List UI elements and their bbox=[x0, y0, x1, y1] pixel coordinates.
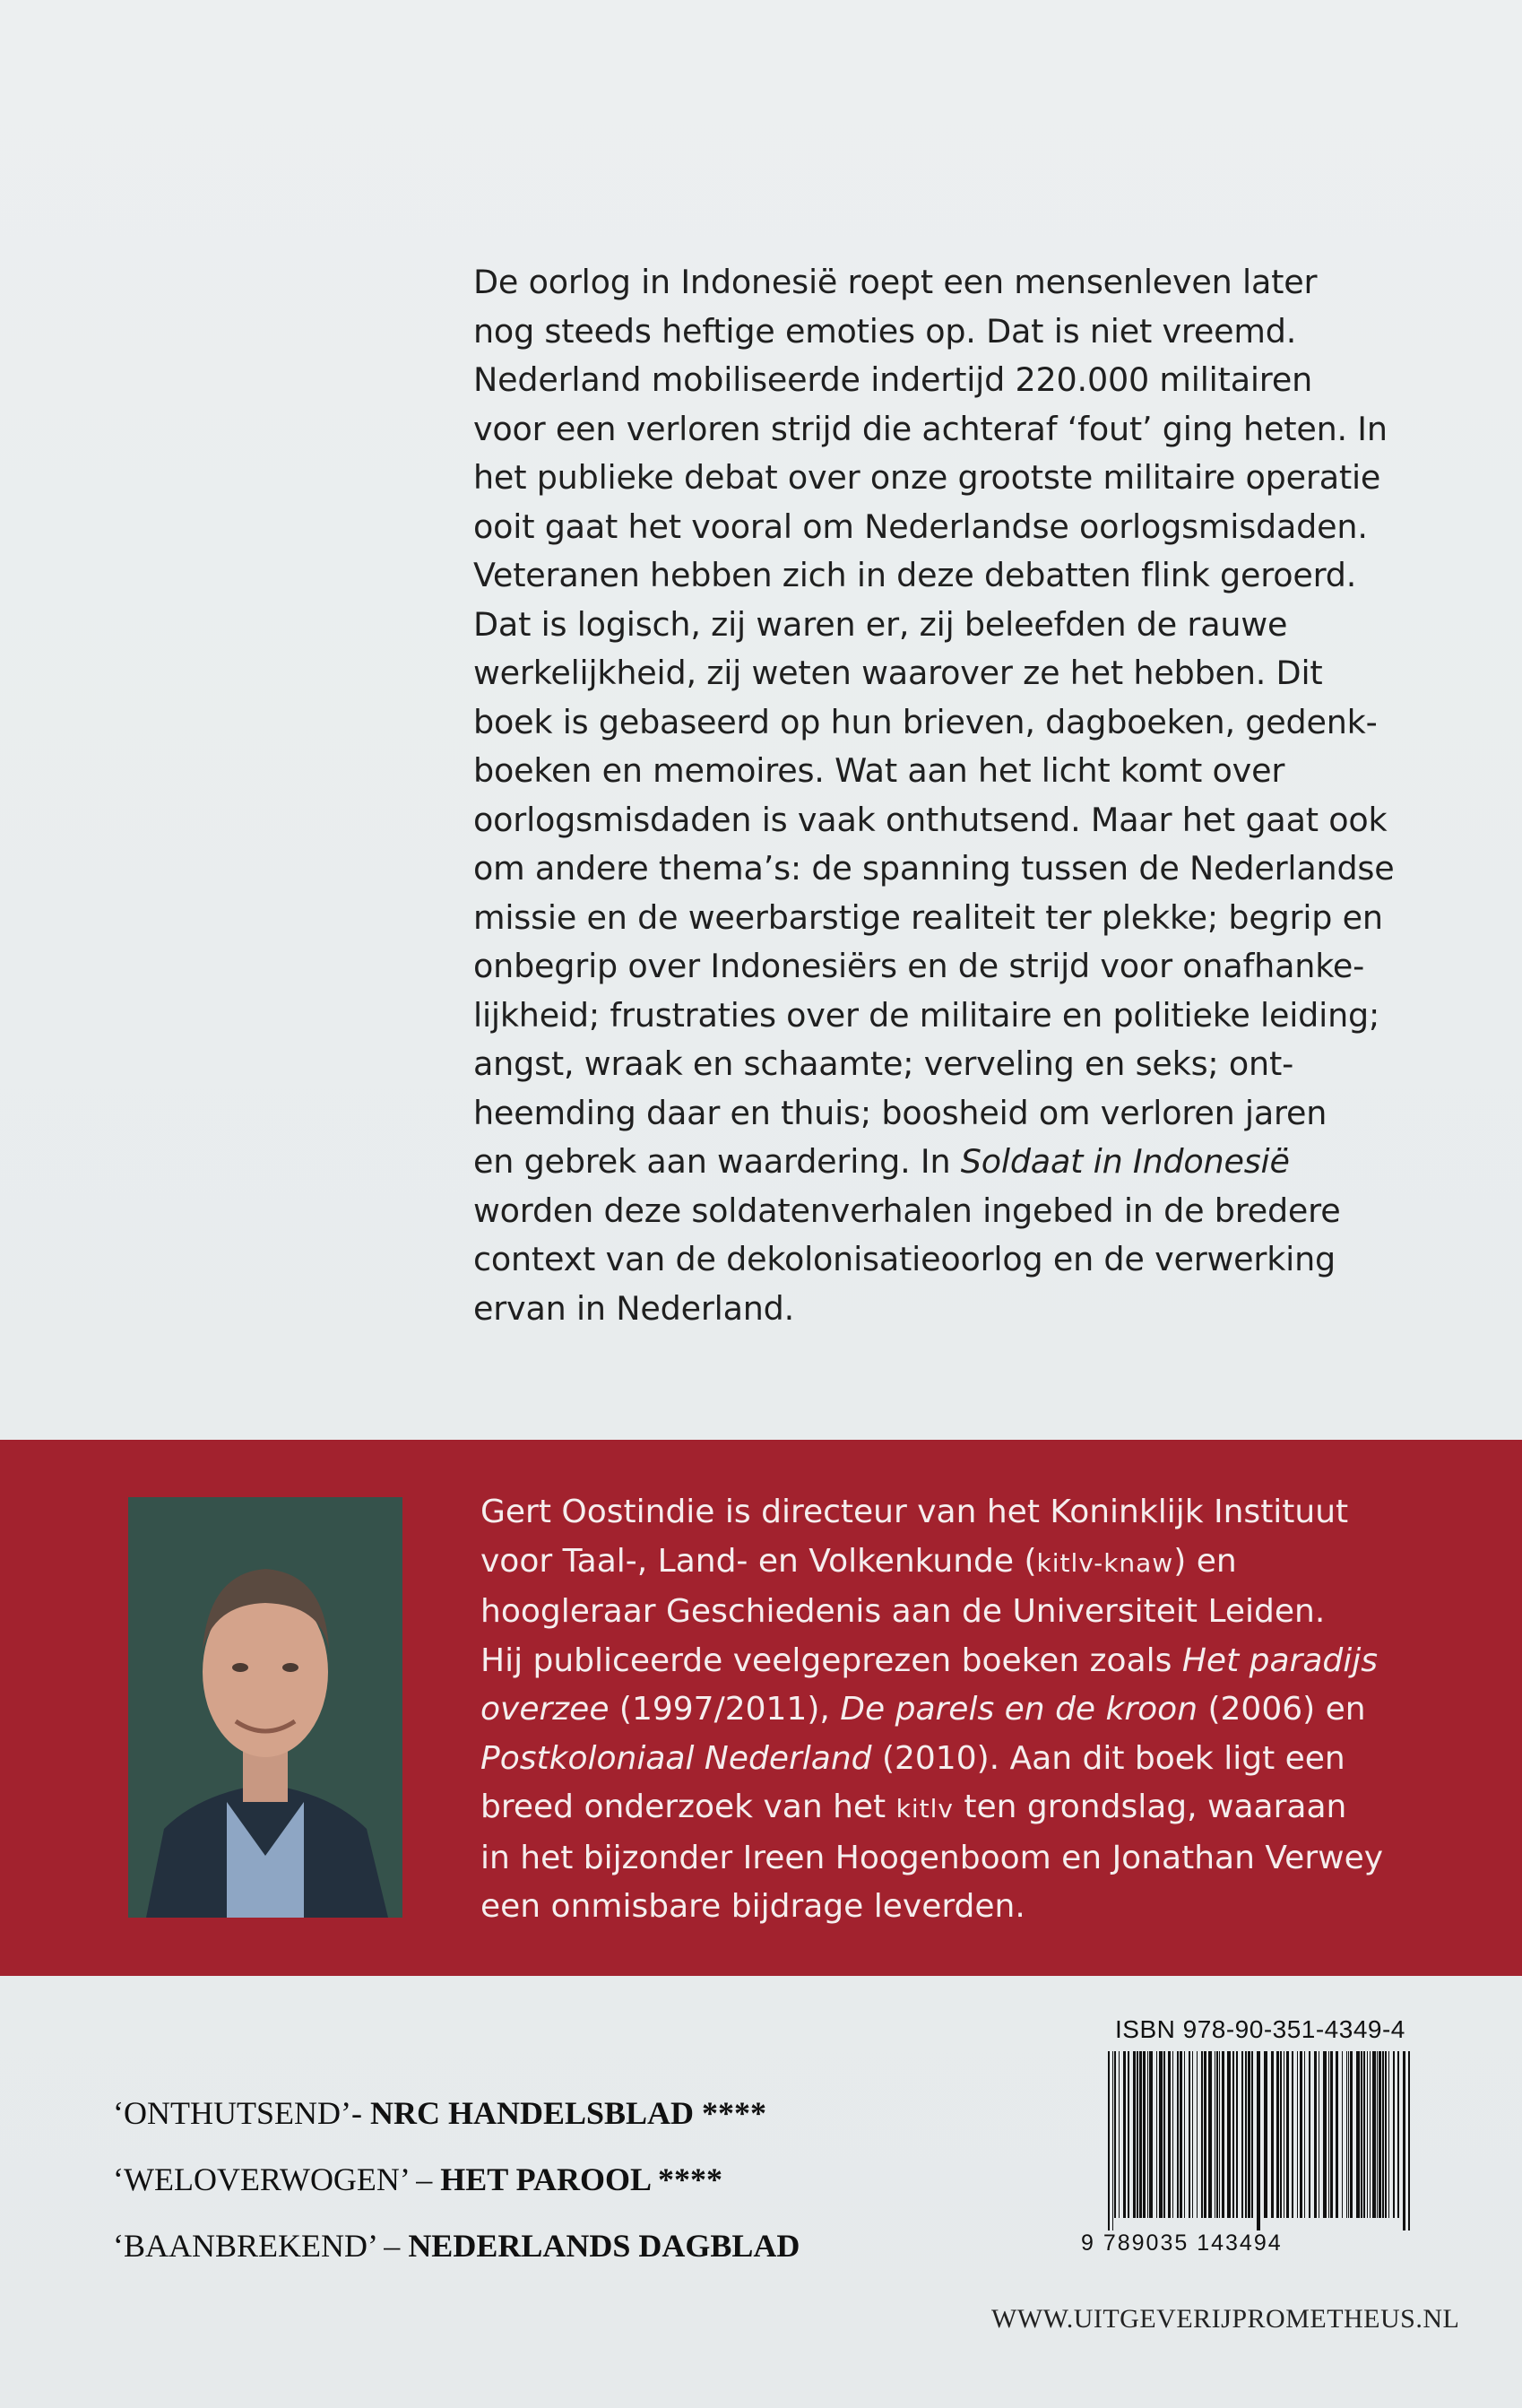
barcode-bar bbox=[1323, 2051, 1327, 2218]
blurb-line: Veteranen hebben zich in deze debatten flink geroerd. bbox=[473, 556, 1357, 594]
barcode-bar bbox=[1216, 2051, 1218, 2218]
barcode-bar bbox=[1128, 2051, 1129, 2218]
isbn-text: ISBN 978-90-351-4349-4 bbox=[1115, 2015, 1405, 2043]
quote-word: ‘BAANBREKEND’ – bbox=[113, 2228, 409, 2264]
blurb-line: angst, wraak en schaamte; verveling en seks; ont- bbox=[473, 1044, 1294, 1083]
barcode-bar bbox=[1204, 2051, 1206, 2218]
author-bio bbox=[480, 1488, 1484, 1932]
barcode-bar bbox=[1330, 2051, 1333, 2218]
barcode-bar bbox=[1356, 2051, 1360, 2218]
bio-text: (1997/2011), bbox=[609, 1691, 841, 1728]
barcode-bar bbox=[1377, 2051, 1378, 2218]
barcode-bar bbox=[1314, 2051, 1317, 2218]
book-title: overzee bbox=[480, 1691, 610, 1728]
blurb-text bbox=[473, 258, 1395, 1333]
barcode-bar bbox=[1367, 2051, 1368, 2218]
bio-line bbox=[480, 1735, 1484, 1784]
bio-text: ten grondslag, waaraan bbox=[953, 1789, 1347, 1825]
blurb-line bbox=[473, 1138, 1388, 1187]
barcode-bar bbox=[1180, 2051, 1182, 2218]
bio-line: in het bijzonder Ireen Hoogenboom en Jonathan Verwey bbox=[480, 1839, 1384, 1876]
barcode-bar bbox=[1350, 2051, 1353, 2218]
blurb-line: heemding daar en thuis; boosheid om verloren jaren bbox=[473, 1093, 1327, 1132]
bio-line bbox=[480, 1537, 1484, 1589]
bio-text: voor Taal-, Land- en Volkenkunde ( bbox=[480, 1542, 1037, 1580]
barcode-bar bbox=[1123, 2051, 1126, 2218]
barcode-bar bbox=[1177, 2051, 1179, 2218]
press-quote bbox=[113, 2080, 1009, 2146]
barcode-bar bbox=[1236, 2051, 1238, 2218]
barcode-bar bbox=[1257, 2051, 1260, 2230]
quote-source: HET PAROOL **** bbox=[440, 2161, 722, 2197]
bio-line: een onmisbare bijdrage leverden. bbox=[480, 1888, 1025, 1925]
barcode-bar bbox=[1361, 2051, 1362, 2218]
barcode-bar bbox=[1139, 2051, 1142, 2218]
bio-text: ) en bbox=[1173, 1542, 1237, 1580]
barcode-bar bbox=[1112, 2051, 1113, 2230]
bio-abbreviation: kitlv bbox=[895, 1794, 954, 1823]
quote-word: ‘ONTHUTSEND’- bbox=[113, 2095, 370, 2131]
quote-source: NRC HANDELSBLAD **** bbox=[369, 2095, 767, 2131]
bio-abbreviation: kitlv-knaw bbox=[1036, 1547, 1174, 1578]
blurb-line: om andere thema’s: de spanning tussen de Nederlandse bbox=[473, 849, 1395, 888]
barcode-bar bbox=[1385, 2051, 1387, 2218]
blurb-line: context van de dekolonisatieoorlog en de verwerking bbox=[473, 1240, 1336, 1278]
barcode-bar bbox=[1219, 2051, 1220, 2218]
bio-line bbox=[480, 1783, 1484, 1834]
barcode-bar bbox=[1201, 2051, 1203, 2218]
barcode-bar bbox=[1222, 2051, 1224, 2218]
barcode-bar bbox=[1336, 2051, 1338, 2218]
barcode-bar bbox=[1363, 2051, 1365, 2218]
book-title: Postkoloniaal Nederland bbox=[480, 1739, 872, 1777]
bio-line bbox=[480, 1685, 1484, 1735]
barcode-bar bbox=[1241, 2051, 1243, 2218]
barcode-bar bbox=[1168, 2051, 1171, 2218]
press-quote bbox=[113, 2213, 1009, 2279]
barcode-bar bbox=[1408, 2051, 1410, 2230]
press-quotes bbox=[113, 2080, 1009, 2279]
barcode-bar bbox=[1372, 2051, 1376, 2218]
barcode-bar bbox=[1184, 2051, 1185, 2218]
barcode-bar bbox=[1114, 2051, 1116, 2218]
barcode-bar bbox=[1346, 2051, 1347, 2218]
book-title: De parels en de kroon bbox=[840, 1691, 1198, 1728]
blurb-line: ooit gaat het vooral om Nederlandse oorlogsmisdaden. bbox=[473, 507, 1368, 546]
barcode-bar bbox=[1133, 2051, 1136, 2218]
barcode-bar bbox=[1232, 2051, 1234, 2218]
barcode-bar bbox=[1137, 2051, 1138, 2218]
barcode-bar bbox=[1379, 2051, 1381, 2218]
bio-text: (2010). Aan dit boek ligt een bbox=[871, 1739, 1345, 1777]
barcode-bar bbox=[1227, 2051, 1231, 2218]
barcode-bar bbox=[1149, 2051, 1153, 2218]
barcode-bar bbox=[1251, 2051, 1253, 2218]
barcode-bar bbox=[1245, 2051, 1247, 2218]
barcode-bar bbox=[1292, 2051, 1293, 2218]
blurb-line: werkelijkheid, zij weten waarover ze het hebben. Dit bbox=[473, 654, 1323, 692]
bio-text: Hij publiceerde veelgeprezen boeken zoals bbox=[480, 1641, 1182, 1679]
barcode-bar bbox=[1208, 2051, 1212, 2218]
blurb-line: Nederland mobiliseerde indertijd 220.000 militairen bbox=[473, 360, 1313, 399]
quote-word: ‘WELOVERWOGEN’ – bbox=[113, 2161, 441, 2197]
barcode-bar bbox=[1348, 2051, 1349, 2218]
barcode-bar bbox=[1304, 2051, 1305, 2218]
book-title: Soldaat in Indonesië bbox=[960, 1142, 1290, 1181]
publisher-website: WWW.UITGEVERIJPROMETHEUS.NL bbox=[991, 2304, 1460, 2334]
barcode-bar bbox=[1271, 2051, 1274, 2218]
barcode-bar bbox=[1197, 2051, 1198, 2218]
barcode-bar bbox=[1189, 2051, 1190, 2218]
author-portrait-illustration bbox=[128, 1497, 402, 1918]
blurb-line: voor een verloren strijd die achteraf ‘fout’ ging heten. In bbox=[473, 409, 1388, 448]
blurb-line: oorlogsmisdaden is vaak onthutsend. Maar het gaat ook bbox=[473, 800, 1388, 839]
blurb-line: boeken en memoires. Wat aan het licht komt over bbox=[473, 751, 1285, 790]
quote-source: NEDERLANDS DAGBLAD bbox=[408, 2228, 800, 2264]
blurb-line: nog steeds heftige emoties op. Dat is niet vreemd. bbox=[473, 311, 1297, 351]
barcode-bar bbox=[1159, 2051, 1163, 2218]
barcode-bar bbox=[1382, 2051, 1384, 2218]
barcode-bar bbox=[1163, 2051, 1165, 2218]
blurb-line: worden deze soldatenverhalen ingebed in de bredere bbox=[473, 1191, 1341, 1230]
blurb-line: onbegrip over Indonesiërs en de strijd voor onafhanke- bbox=[473, 947, 1365, 985]
barcode-bar bbox=[1143, 2051, 1146, 2218]
barcode-bar bbox=[1309, 2051, 1310, 2218]
barcode-bar bbox=[1264, 2051, 1267, 2218]
barcode-bar bbox=[1297, 2051, 1298, 2218]
blurb-line: boek is gebaseerd op hun brieven, dagboeken, gedenk- bbox=[473, 702, 1378, 741]
blurb-line: missie en de weerbarstige realiteit ter plekke; begrip en bbox=[473, 897, 1383, 937]
bio-line: Gert Oostindie is directeur van het Koninklijk Instituut bbox=[480, 1494, 1349, 1530]
bio-line: hoogleraar Geschiedenis aan de Universiteit Leiden. bbox=[480, 1593, 1326, 1630]
barcode-bar bbox=[1192, 2051, 1193, 2218]
bio-text: (2006) en bbox=[1198, 1691, 1366, 1728]
book-title: Het paradijs bbox=[1181, 1641, 1379, 1679]
blurb-line: ervan in Nederland. bbox=[473, 1288, 795, 1328]
barcode-bar bbox=[1370, 2051, 1371, 2218]
barcode-graphic bbox=[1104, 2051, 1414, 2230]
blurb-line: De oorlog in Indonesië roept een mensenleven later bbox=[473, 263, 1318, 301]
barcode-bar bbox=[1276, 2051, 1279, 2218]
press-quote bbox=[113, 2146, 1009, 2213]
author-photo bbox=[128, 1497, 402, 1918]
bio-text: breed onderzoek van het bbox=[480, 1789, 896, 1825]
barcode-bar bbox=[1397, 2051, 1399, 2218]
blurb-line: het publieke debat over onze grootste militaire operatie bbox=[473, 458, 1381, 497]
barcode-bar bbox=[1280, 2051, 1282, 2218]
barcode-bar bbox=[1172, 2051, 1173, 2218]
barcode-bar bbox=[1328, 2051, 1329, 2218]
barcode-bar bbox=[1119, 2051, 1120, 2218]
barcode-digits: 9 789035 143494 bbox=[1081, 2230, 1283, 2256]
bio-line bbox=[480, 1637, 1484, 1686]
barcode-bar bbox=[1403, 2051, 1405, 2230]
barcode-bar bbox=[1388, 2051, 1389, 2218]
barcode-bar bbox=[1300, 2051, 1302, 2218]
barcode-bar bbox=[1393, 2051, 1395, 2218]
barcode-bar bbox=[1108, 2051, 1110, 2230]
barcode-bar bbox=[1248, 2051, 1250, 2218]
blurb-line-text: en gebrek aan waardering. In bbox=[473, 1142, 951, 1181]
barcode-bar bbox=[1156, 2051, 1157, 2218]
blurb-line: lijkheid; frustraties over de militaire en politieke leiding; bbox=[473, 995, 1380, 1035]
barcode-bar bbox=[1342, 2051, 1343, 2218]
barcode-bar bbox=[1286, 2051, 1289, 2218]
barcode-bar bbox=[1147, 2051, 1148, 2218]
blurb-line: Dat is logisch, zij waren er, zij beleefden de rauwe bbox=[473, 604, 1288, 644]
